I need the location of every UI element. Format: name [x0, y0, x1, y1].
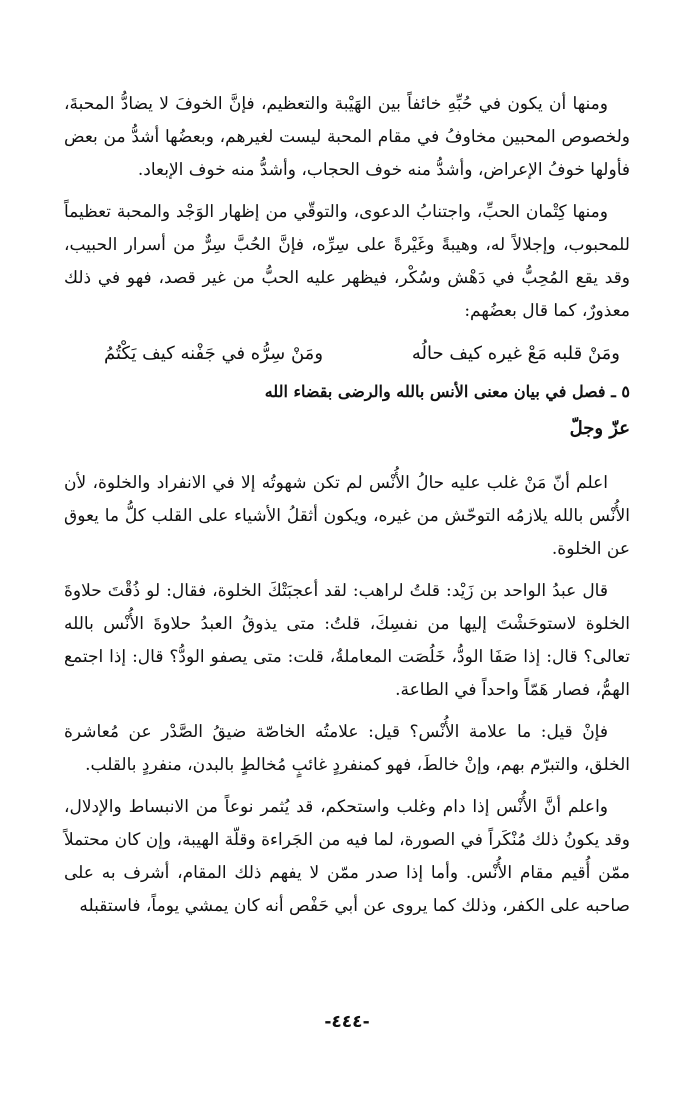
paragraph-uns-sign: فإنْ قيل: ما علامة الأُنْس؟ قيل: علامتُه الخاصّة ضيقُ الصَّدْر عن مُعاشرة الخلق، والتبرّم بهم، وإنْ خالطَ، فهو كمنفردٍ غائبٍ مُخالطٍ بالبدن، منفردٍ بالقلب.	[64, 722, 630, 775]
paragraph-uns-expansion: واعلم أنَّ الأُنْس إذا دام وغلب واستحكم، قد يُثمر نوعاً من الانبساط والإدلال، وقد يكونُ ذلك مُنْكَراً في الصورة، لما فيه من الجَراءة وقلّة الهيبة، وإن كان محتملاً ممّن أُقيم مقام الأُنْس. وأما إذا صدر ممّن لا يفهم ذلك المقام، أشرف به على صاحبه على الكفر، وذلك كما يروى عن أبي حَفْص أنه كان يمشي يوماً، فاستقبله	[64, 797, 630, 916]
paragraph-fear: ومنها أن يكون في حُبِّهِ خائفاً بين الهَيْبة والتعظيم، فإنَّ الخوفَ لا يضادُّ المحبةَ، ولخصوص المحبين مخاوفُ في مقام المحبة ليست لغيرهم، وبعضُها أشدُّ من بعض فأولها خوفُ الإعراض، وأشدُّ منه خوف الحجاب، وأشدُّ منه خوف الإبعاد.	[64, 94, 630, 180]
paragraph-concealment: ومنها كِتْمان الحبِّ، واجتنابُ الدعوى، والتوقّي من إظهار الوَجْد والمحبة تعظيماً للمحبوب، وإجلالاً له، وهيبةً وغَيْرةً على سِرِّه، فإنَّ الحُبَّ سِرٌّ من أسرار الحبيب، وقد يقع المُحِبُّ في دَهْش وسُكْر، فيظهر عليه الحبُّ من غير قصد، فهو في ذلك معذورٌ، كما قال بعضُهم:	[64, 202, 630, 321]
paragraph-abdulwahid-story: قال عبدُ الواحد بن زَيْد: قلتُ لراهب: لقد أعجبَتْكَ الخلوة، فقال: لو ذُقْتَ حلاوةَ الخلوة لاستوحَشْتَ إليها من نفسِكَ، قلتُ: متى يذوقُ العبدُ حلاوةَ الأُنْس بالله تعالى؟ قال: إذا صَفَا الودُّ، خَلُصَت المعاملةُ، قلت: متى يصفو الودُّ؟ قال: إذا اجتمع الهمُّ، فصار هَمّاً واحداً في الطاعة.	[64, 581, 630, 700]
page-number: -٤٤٤-	[324, 1012, 370, 1032]
page-body	[64, 88, 630, 932]
verse-first-hemistich: ومَنْ قلبه مَعْ غيره كيف حالُه	[411, 343, 620, 364]
verse-second-hemistich: ومَنْ سِرُّه في جَفْنه كيف يَكْتُمُ	[104, 343, 324, 364]
section-heading: ٥ ـ فصل في بيان معنى الأنس بالله والرضى بقضاء الله	[264, 382, 630, 401]
section-heading-continuation: عزّ وجلّ	[569, 418, 630, 439]
paragraph-uns-definition: اعلم أنّ مَنْ غلب عليه حالُ الأُنْس لم تكن شهوتُه إلا في الانفراد والخلوة، لأن الأُنْس بالله يلازمُه التوحّش من غيره، ويكون أثقلُ الأشياء على القلب كلُّ ما يعوق عن الخلوة.	[64, 473, 630, 559]
poetry-verse	[64, 337, 630, 371]
